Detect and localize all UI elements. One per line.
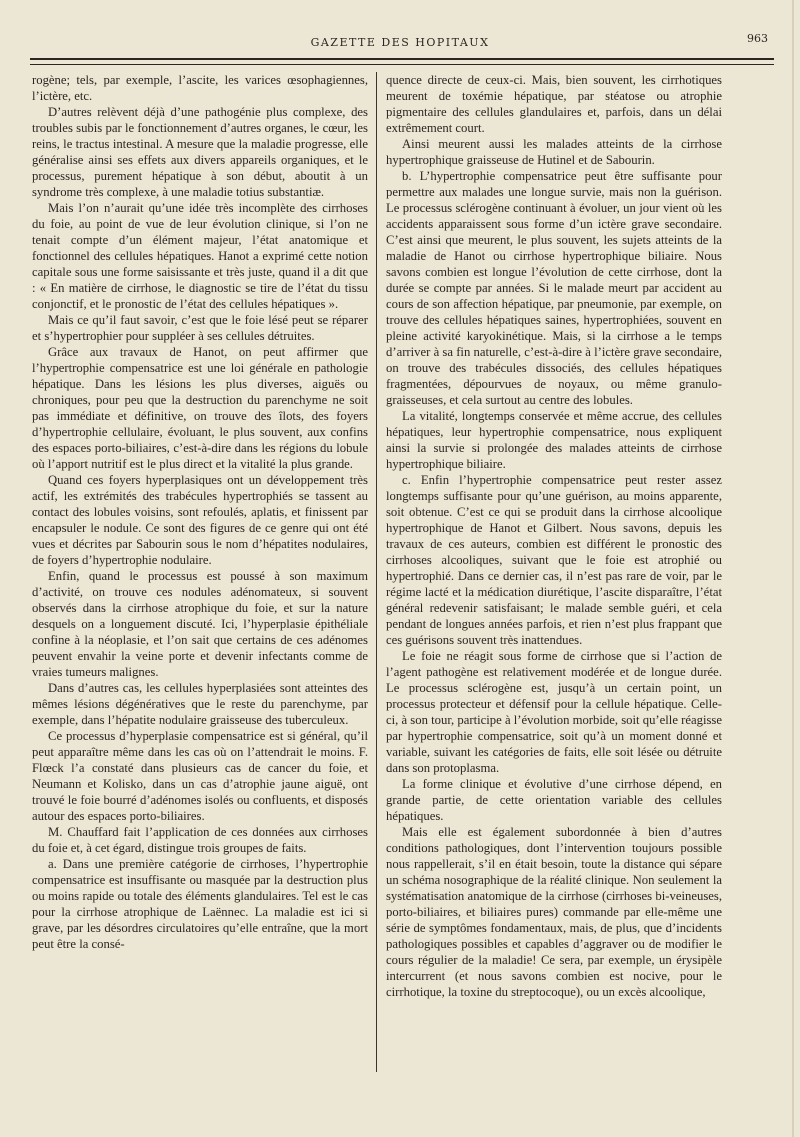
paragraph: Mais ce qu’il faut savoir, c’est que le foie lésé peut se réparer et s’hypertrophier pour suppléer à ses cellules détruites. (32, 313, 368, 343)
paragraph: Grâce aux travaux de Hanot, on peut affirmer que l’hypertrophie compensatrice est une loi générale en pathologie hépatique. Dans les lésions les plus diverses, aiguës ou chroniques, pour peu que la destruction du parenchyme ne soit pas immédiate et définitive, on trouve des îlots, des foyers d’hypertrophie cellulaire, évoluant, le plus souvent, aux confins des espaces porto-biliaires, c’est-à-dire dans les régions du lobule où l’apport nutritif est le plus direct et la vitalité la plus grande. (32, 345, 368, 471)
page-header (32, 30, 768, 54)
column-divider (376, 72, 377, 1072)
paragraph: rogène; tels, par exemple, l’ascite, les varices œsophagiennes, l’ictère, etc. (32, 73, 368, 103)
header-rule-thick (30, 58, 774, 60)
paragraph: Dans d’autres cas, les cellules hyperplasiées sont atteintes des mêmes lésions dégénératives que le reste du parenchyme, par exemple, dans l’hépatite nodulaire graisseuse des tuberculeux. (32, 681, 368, 727)
journal-title: GAZETTE DES HOPITAUX (310, 36, 490, 49)
paragraph: D’autres relèvent déjà d’une pathogénie plus complexe, des troubles subis par le fonctionnement d’autres organes, le cœur, les reins, le tractus intestinal. A mesure que la maladie progresse, elle généralise ainsi ses effets aux divers appareils organiques, et le processus, purement hépatique à son début, aboutit à un syndrome très complexe, à une maladie totius substantiæ. (32, 105, 368, 199)
paragraph: Ce processus d’hyperplasie compensatrice est si général, qu’il peut apparaître même dans les cas où on l’attendrait le moins. F. Flœck l’a constaté dans plusieurs cas de cancer du foie, et Neumann et Kolisko, dans un cas d’atrophie jaune aiguë, ont trouvé le foie bourré d’adénomes isolés ou confluents, et disposés autour des espaces porto-biliaires. (32, 729, 368, 823)
paragraph: b. L’hypertrophie compensatrice peut être suffisante pour permettre aux malades une longue survie, mais non la guérison. Le processus sclérogène continuant à évoluer, un jour vient où les accidents apparaissent sous forme d’un ictère grave secondaire. C’est ainsi que meurent, le plus souvent, les sujets atteints de la maladie de Hanot ou cirrhose hypertrophique biliaire. Nous savons combien est longue l’évolution de cette cirrhose, dont la durée se compte par années. Si le malade meurt par accident au cours de son affection hépatique, par pneumonie, par exemple, on trouve des cellules hépatiques saines, hypertrophiées, souvent en pleine activité karyokinétique. Mais, si la cirrhose a le temps d’arriver à sa fin naturelle, c’est-à-dire à l’ictère grave secondaire, on trouve des trabécules dissociés, des cellules hépatiques fragmentées, dépourvues de noyaux, ou même granulo-graisseuses, et cela surtout au centre des lobules. (386, 169, 722, 407)
paragraph: Quand ces foyers hyperplasiques ont un développement très actif, les extrémités des trabécules hypertrophiés se tassent au contact des lobules voisins, sont refoulés, aplatis, et finissent par encapsuler le nodule. Ce sont des figures de ce genre qui ont été vues et décrites par Sabourin sous le nom d’hépatites nodulaires, de foyers d’hypertrophie nodulaire. (32, 473, 368, 567)
paragraph: Ainsi meurent aussi les malades atteints de la cirrhose hypertrophique graisseuse de Hutinel et de Sabourin. (386, 137, 722, 167)
paragraph: M. Chauffard fait l’application de ces données aux cirrhoses du foie et, à cet égard, distingue trois groupes de faits. (32, 825, 368, 855)
paragraph: Mais elle est également subordonnée à bien d’autres conditions pathologiques, dont l’intervention toujours possible nous rappellerait, s’il en était besoin, toute la distance qui sépare un schéma nosographique de la réalité clinique. Non seulement la systématisation anatomique de la cirrhose (cirrhoses bi-veineuses, porto-biliaires, et biliaires pures) commande par elle-même une série de symptômes fondamentaux, mais, de plus, que d’incidents pathologiques possibles et capables d’aggraver ou de modifier le cours régulier de la maladie! Ce sera, par exemple, un érysipèle intercurrent (et nous savons combien est nocive, pour le cirrhotique, la toxine du streptocoque), ou un excès alcoolique, (386, 825, 722, 999)
page-number: 963 (747, 32, 768, 45)
paragraph: Mais l’on n’aurait qu’une idée très incomplète des cirrhoses du foie, au point de vue de leur évolution clinique, si l’on ne tenait compte d’un élément majeur, l’état anatomique et fonctionnel des cellules hépatiques. Hanot a exprimé cette notion capitale sous une forme saisissante et très juste, quand il a dit que : « En matière de cirrhose, le diagnostic se tire de l’état du tissu conjonctif, et le pronostic de l’état des cellules hépatiques ». (32, 201, 368, 311)
paragraph: La forme clinique et évolutive d’une cirrhose dépend, en grande partie, de cette orientation variable des cellules hépatiques. (386, 777, 722, 823)
right-column (386, 72, 722, 1000)
header-rule-thin (30, 64, 774, 65)
paragraph: a. Dans une première catégorie de cirrhoses, l’hypertrophie compensatrice est insuffisante ou masquée par la destruction plus ou moins rapide ou totale des éléments glandulaires. Tel est le cas pour la cirrhose atrophique de Laënnec. La maladie est ici si grave, par les désordres circulatoires qu’elle entraîne, que la mort peut être la consé- (32, 857, 368, 951)
paragraph: quence directe de ceux-ci. Mais, bien souvent, les cirrhotiques meurent de toxémie hépatique, par stéatose ou atrophie pigmentaire des cellules glandulaires et, parfois, dans un délai extrêmement court. (386, 73, 722, 135)
left-column (32, 72, 368, 952)
paragraph: Le foie ne réagit sous forme de cirrhose que si l’action de l’agent pathogène est relativement modérée et de longue durée. Le processus sclérogène est, jusqu’à un certain point, un processus protecteur et défensif pour la cellule hépatique. Celle-ci, à son tour, participe à l’évolution morbide, soit qu’elle réagisse par hypertrophie compensatrice, soit qu’à un moment donné et variable, suivant les catégories de faits, elle soit lésée ou détruite dans son protoplasma. (386, 649, 722, 775)
page-edge (792, 0, 794, 1137)
paragraph: La vitalité, longtemps conservée et même accrue, des cellules hépatiques, leur hypertrophie compensatrice, nous expliquent ainsi la survie si prolongée des malades atteints de cirrhose hypertrophique biliaire. (386, 409, 722, 471)
paragraph: Enfin, quand le processus est poussé à son maximum d’activité, on trouve ces nodules adénomateux, si souvent observés dans la cirrhose atrophique du foie, et sur la nature desquels on a longuement discuté. Ici, l’hyperplasie épithéliale confine à la néoplasie, et l’on sait que certains de ces adénomes peuvent envahir la veine porte et devenir infectants comme de vraies tumeurs malignes. (32, 569, 368, 679)
paragraph: c. Enfin l’hypertrophie compensatrice peut rester assez longtemps suffisante pour qu’une guérison, au moins apparente, soit obtenue. C’est ce qui se produit dans la cirrhose alcoolique hypertrophique de Hanot et Gilbert. Nous savons, depuis les travaux de ces auteurs, combien est différent le pronostic des cirrhoses alcooliques, suivant que le foie est atrophié ou hypertrophié. Dans ce dernier cas, il n’est pas rare de voir, par le régime lacté et la médication diurétique, l’ascite disparaître, l’état général redevenir satisfaisant; le malade semble guéri, et cela pendant de longues années parfois, et rien n’est plus frappant que ces guérisons souvent très inattendues. (386, 473, 722, 647)
